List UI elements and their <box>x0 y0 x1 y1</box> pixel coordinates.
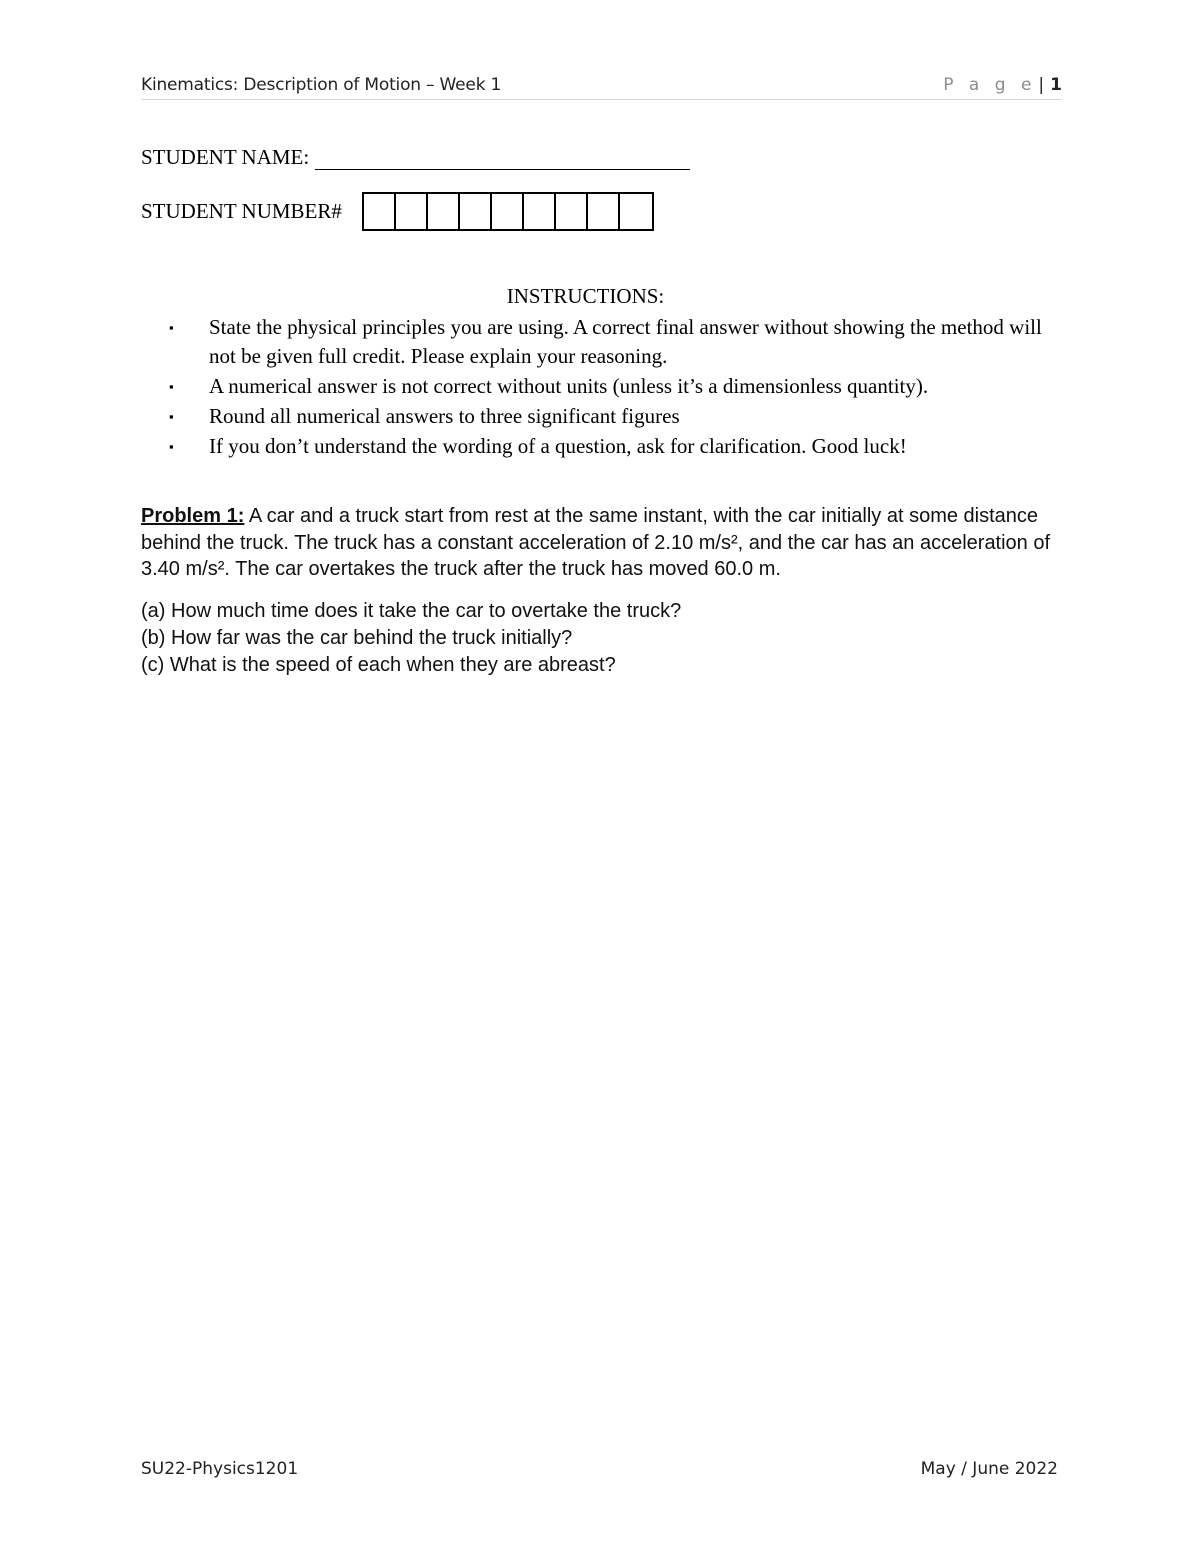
page-number: 1 <box>1050 75 1062 95</box>
student-number-digit-box[interactable] <box>428 194 460 229</box>
instruction-item <box>169 402 1049 431</box>
term-date: May / June 2022 <box>920 1459 1058 1479</box>
page-separator: | <box>1038 75 1045 95</box>
student-name-row <box>141 145 690 170</box>
student-number-boxes <box>362 192 654 231</box>
instruction-text: A numerical answer is not correct without units (unless it’s a dimensionless quantity). <box>209 374 929 398</box>
bullet-icon: ▪ <box>169 379 174 394</box>
question-item: (b) How far was the car behind the truck initially? <box>141 627 573 649</box>
document-title: Kinematics: Description of Motion – Week 1 <box>141 75 502 95</box>
student-number-digit-box[interactable] <box>524 194 556 229</box>
student-number-digit-box[interactable] <box>588 194 620 229</box>
student-number-digit-box[interactable] <box>364 194 396 229</box>
question-item: (c) What is the speed of each when they are abreast? <box>141 654 616 676</box>
bullet-icon: ▪ <box>169 439 174 454</box>
course-code: SU22-Physics1201 <box>141 1459 299 1479</box>
bullet-icon: ▪ <box>169 320 174 335</box>
student-number-label: STUDENT NUMBER# <box>141 199 342 223</box>
problem-1-label: Problem 1: <box>141 505 245 527</box>
student-name-field[interactable] <box>315 147 690 170</box>
instruction-item <box>169 313 1049 371</box>
problem-1-text: A car and a truck start from rest at the same instant, with the car initially at some distance behind the truck. The truck has a constant acceleration of 2.10 m/s², and the car has an acceleration of 3.40 m/s². The car overtakes the truck after the truck has moved 60.0 m. <box>141 505 1051 580</box>
question-item: (a) How much time does it take the car to overtake the truck? <box>141 600 682 622</box>
instruction-item <box>169 432 1049 461</box>
instruction-text: If you don’t understand the wording of a question, ask for clarification. Good luck! <box>209 434 907 458</box>
instructions-title: INSTRUCTIONS: <box>506 284 665 308</box>
page-word: P a g e <box>943 75 1037 95</box>
student-number-digit-box[interactable] <box>556 194 588 229</box>
student-name-label: STUDENT NAME: <box>141 145 310 169</box>
student-number-digit-box[interactable] <box>396 194 428 229</box>
student-number-digit-box[interactable] <box>620 194 652 229</box>
page-header <box>141 73 1062 100</box>
student-number-digit-box[interactable] <box>492 194 524 229</box>
instruction-text: State the physical principles you are using. A correct final answer without showing the method will not be given full credit. Please explain your reasoning. <box>209 315 1042 368</box>
instruction-item <box>169 372 1049 401</box>
instruction-text: Round all numerical answers to three significant figures <box>209 404 680 428</box>
student-number-digit-box[interactable] <box>460 194 492 229</box>
problem-1-statement <box>141 503 1051 583</box>
bullet-icon: ▪ <box>169 409 174 424</box>
page-indicator <box>943 75 1062 95</box>
problem-1-questions <box>141 598 681 679</box>
instructions-list <box>169 313 1049 462</box>
student-number-row <box>141 192 654 231</box>
